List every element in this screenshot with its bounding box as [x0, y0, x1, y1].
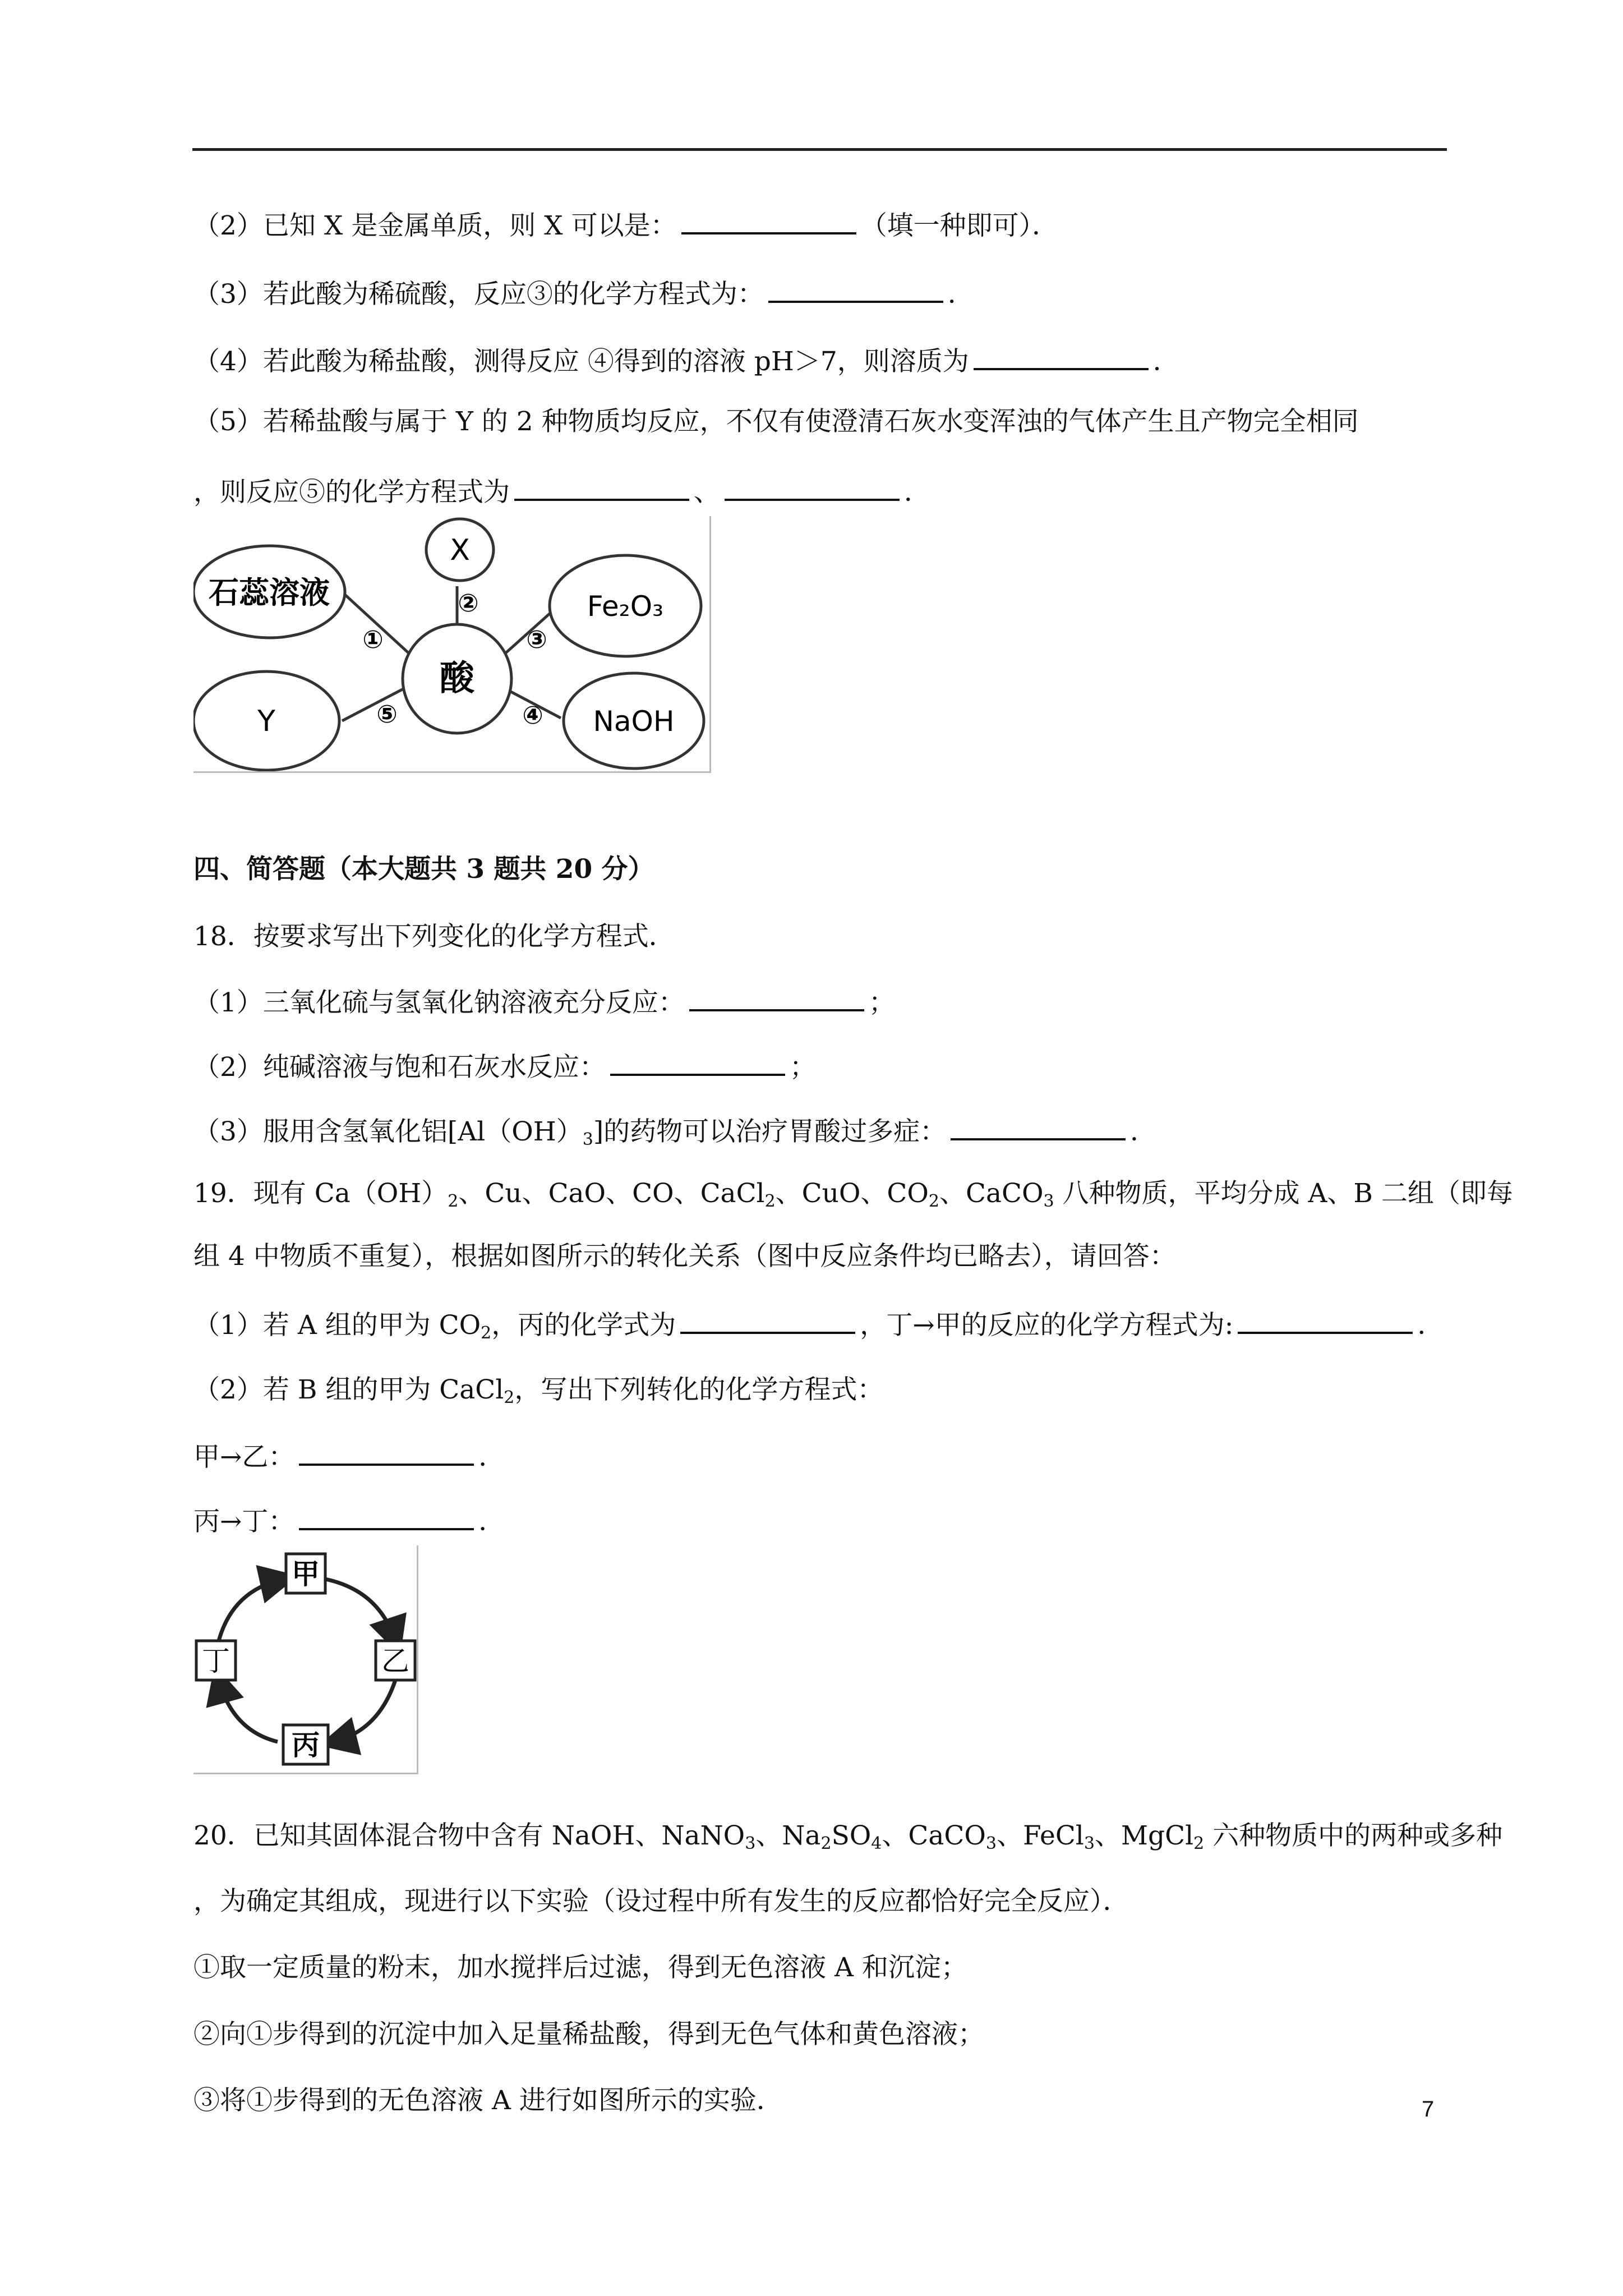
- edge-label-4: ④: [522, 701, 543, 730]
- answer-blank[interactable]: [768, 276, 943, 303]
- edge-label-2: ②: [458, 589, 479, 618]
- fe2o3-label: Fe₂O₃: [587, 590, 664, 623]
- q17-part3: （3）若此酸为稀硫酸，反应③的化学方程式为： ．: [193, 276, 974, 311]
- y-label: Y: [257, 705, 275, 738]
- q17-part2: （2）已知 X 是金属单质，则 X 可以是： （填一种即可）．: [193, 208, 1058, 243]
- litmus-label: 石蕊溶液: [209, 575, 330, 610]
- q19-part1: （1）若 A 组的甲为 $CO_2$，丙的化学式为 ，丁→甲的反应的化学方程式为: ．: [193, 1307, 1444, 1342]
- edge-label-3: ③: [526, 625, 547, 654]
- bing-label: 丙: [292, 1729, 320, 1761]
- q20-step3: ③将①步得到的无色溶液 A 进行如图所示的实验．: [193, 2085, 783, 2116]
- answer-blank[interactable]: [974, 343, 1149, 370]
- answer-blank[interactable]: [951, 1114, 1126, 1140]
- arrow-yi-bing: [334, 1680, 395, 1742]
- q17-part4: （4）若此酸为稀盐酸，测得反应 ④得到的溶液 pH＞7，则溶质为 ．: [193, 343, 1179, 379]
- edge-label-1: ①: [362, 625, 384, 654]
- q18-part2: （2）纯碱溶液与饱和石灰水反应： ；: [193, 1049, 816, 1084]
- naoh-label: NaOH: [593, 705, 675, 738]
- q18-stem: 18．按要求写出下列变化的化学方程式．: [193, 921, 675, 952]
- q17-part5-line1: （5）若稀盐酸与属于 Y 的 2 种物质均反应，不仅有使澄清石灰水变浑浊的气体产生且产物完全相同: [193, 406, 1359, 437]
- q19-bing-ding: 丙→丁： ．: [193, 1503, 505, 1539]
- q18-part1: （1）三氧化硫与氢氧化钠溶液充分反应： ；: [193, 984, 895, 1020]
- acid-label: 酸: [439, 657, 475, 698]
- answer-blank[interactable]: [725, 474, 900, 501]
- answer-blank[interactable]: [1238, 1307, 1413, 1334]
- yi-label: 乙: [381, 1645, 409, 1677]
- arrow-jia-yi: [325, 1579, 395, 1641]
- arrow-ding-jia: [219, 1579, 283, 1641]
- answer-blank[interactable]: [610, 1049, 785, 1076]
- q20-stem-line2: ，为确定其组成，现进行以下实验（设过程中所有发生的反应都恰好完全反应）．: [193, 1886, 1129, 1917]
- ding-label: 丁: [202, 1645, 230, 1677]
- answer-blank[interactable]: [514, 474, 689, 501]
- section-title: 四、简答题（本大题共 3 题共 20 分）: [193, 854, 654, 885]
- x-label: X: [450, 533, 470, 567]
- answer-blank[interactable]: [680, 1307, 855, 1334]
- arrow-bing-ding: [219, 1680, 278, 1742]
- edge-label-5: ⑤: [376, 700, 398, 729]
- page-number: 7: [1422, 2097, 1435, 2122]
- q19-stem-line2: 组 4 中物质不重复），根据如图所示的转化关系（图中反应条件均已略去），请回答：: [193, 1241, 1176, 1272]
- q19-jia-yi: 甲→乙： ．: [193, 1439, 505, 1474]
- answer-blank[interactable]: [299, 1503, 474, 1530]
- q19-part2: （2）若 B 组的甲为 CaCl$_2$，写出下列转化的化学方程式：: [193, 1374, 884, 1407]
- q20-stem-line1: 20．已知其固体混合物中含有 NaOH、NaNO$_3$、$Na_2SO_4$、CaCO$_3$、FeCl$_3$、MgCl$_2$ 六种物质中的两种或多种: [193, 1820, 1503, 1853]
- q20-step2: ②向①步得到的沉淀中加入足量稀盐酸，得到无色气体和黄色溶液；: [193, 2019, 984, 2050]
- jia-label: 甲: [292, 1558, 320, 1590]
- q19-stem-line1: 19．现有 $Ca(OH)_2$、Cu、CaO、CO、CaCl$_2$、CuO、$CO_2$、CaCO$_3$ 八种物质，平均分成 A、B 二组（即每: [193, 1178, 1513, 1211]
- q17-part5-line2: ，则反应⑤的化学方程式为 、 ．: [193, 474, 930, 509]
- q20-step1: ①取一定质量的粉末，加水搅拌后过滤，得到无色溶液 A 和沉淀；: [193, 1952, 967, 1983]
- cycle-diagram: [193, 1545, 418, 1774]
- answer-blank[interactable]: [299, 1439, 474, 1466]
- answer-blank[interactable]: [689, 984, 864, 1011]
- header-rule: [192, 148, 1447, 151]
- answer-blank[interactable]: [681, 208, 856, 234]
- q18-part3: （3）服用含氢氧化铝$[Al(OH)_3]$的药物可以治疗胃酸过多症： ．: [193, 1114, 1156, 1149]
- acid-reaction-diagram: [193, 516, 711, 773]
